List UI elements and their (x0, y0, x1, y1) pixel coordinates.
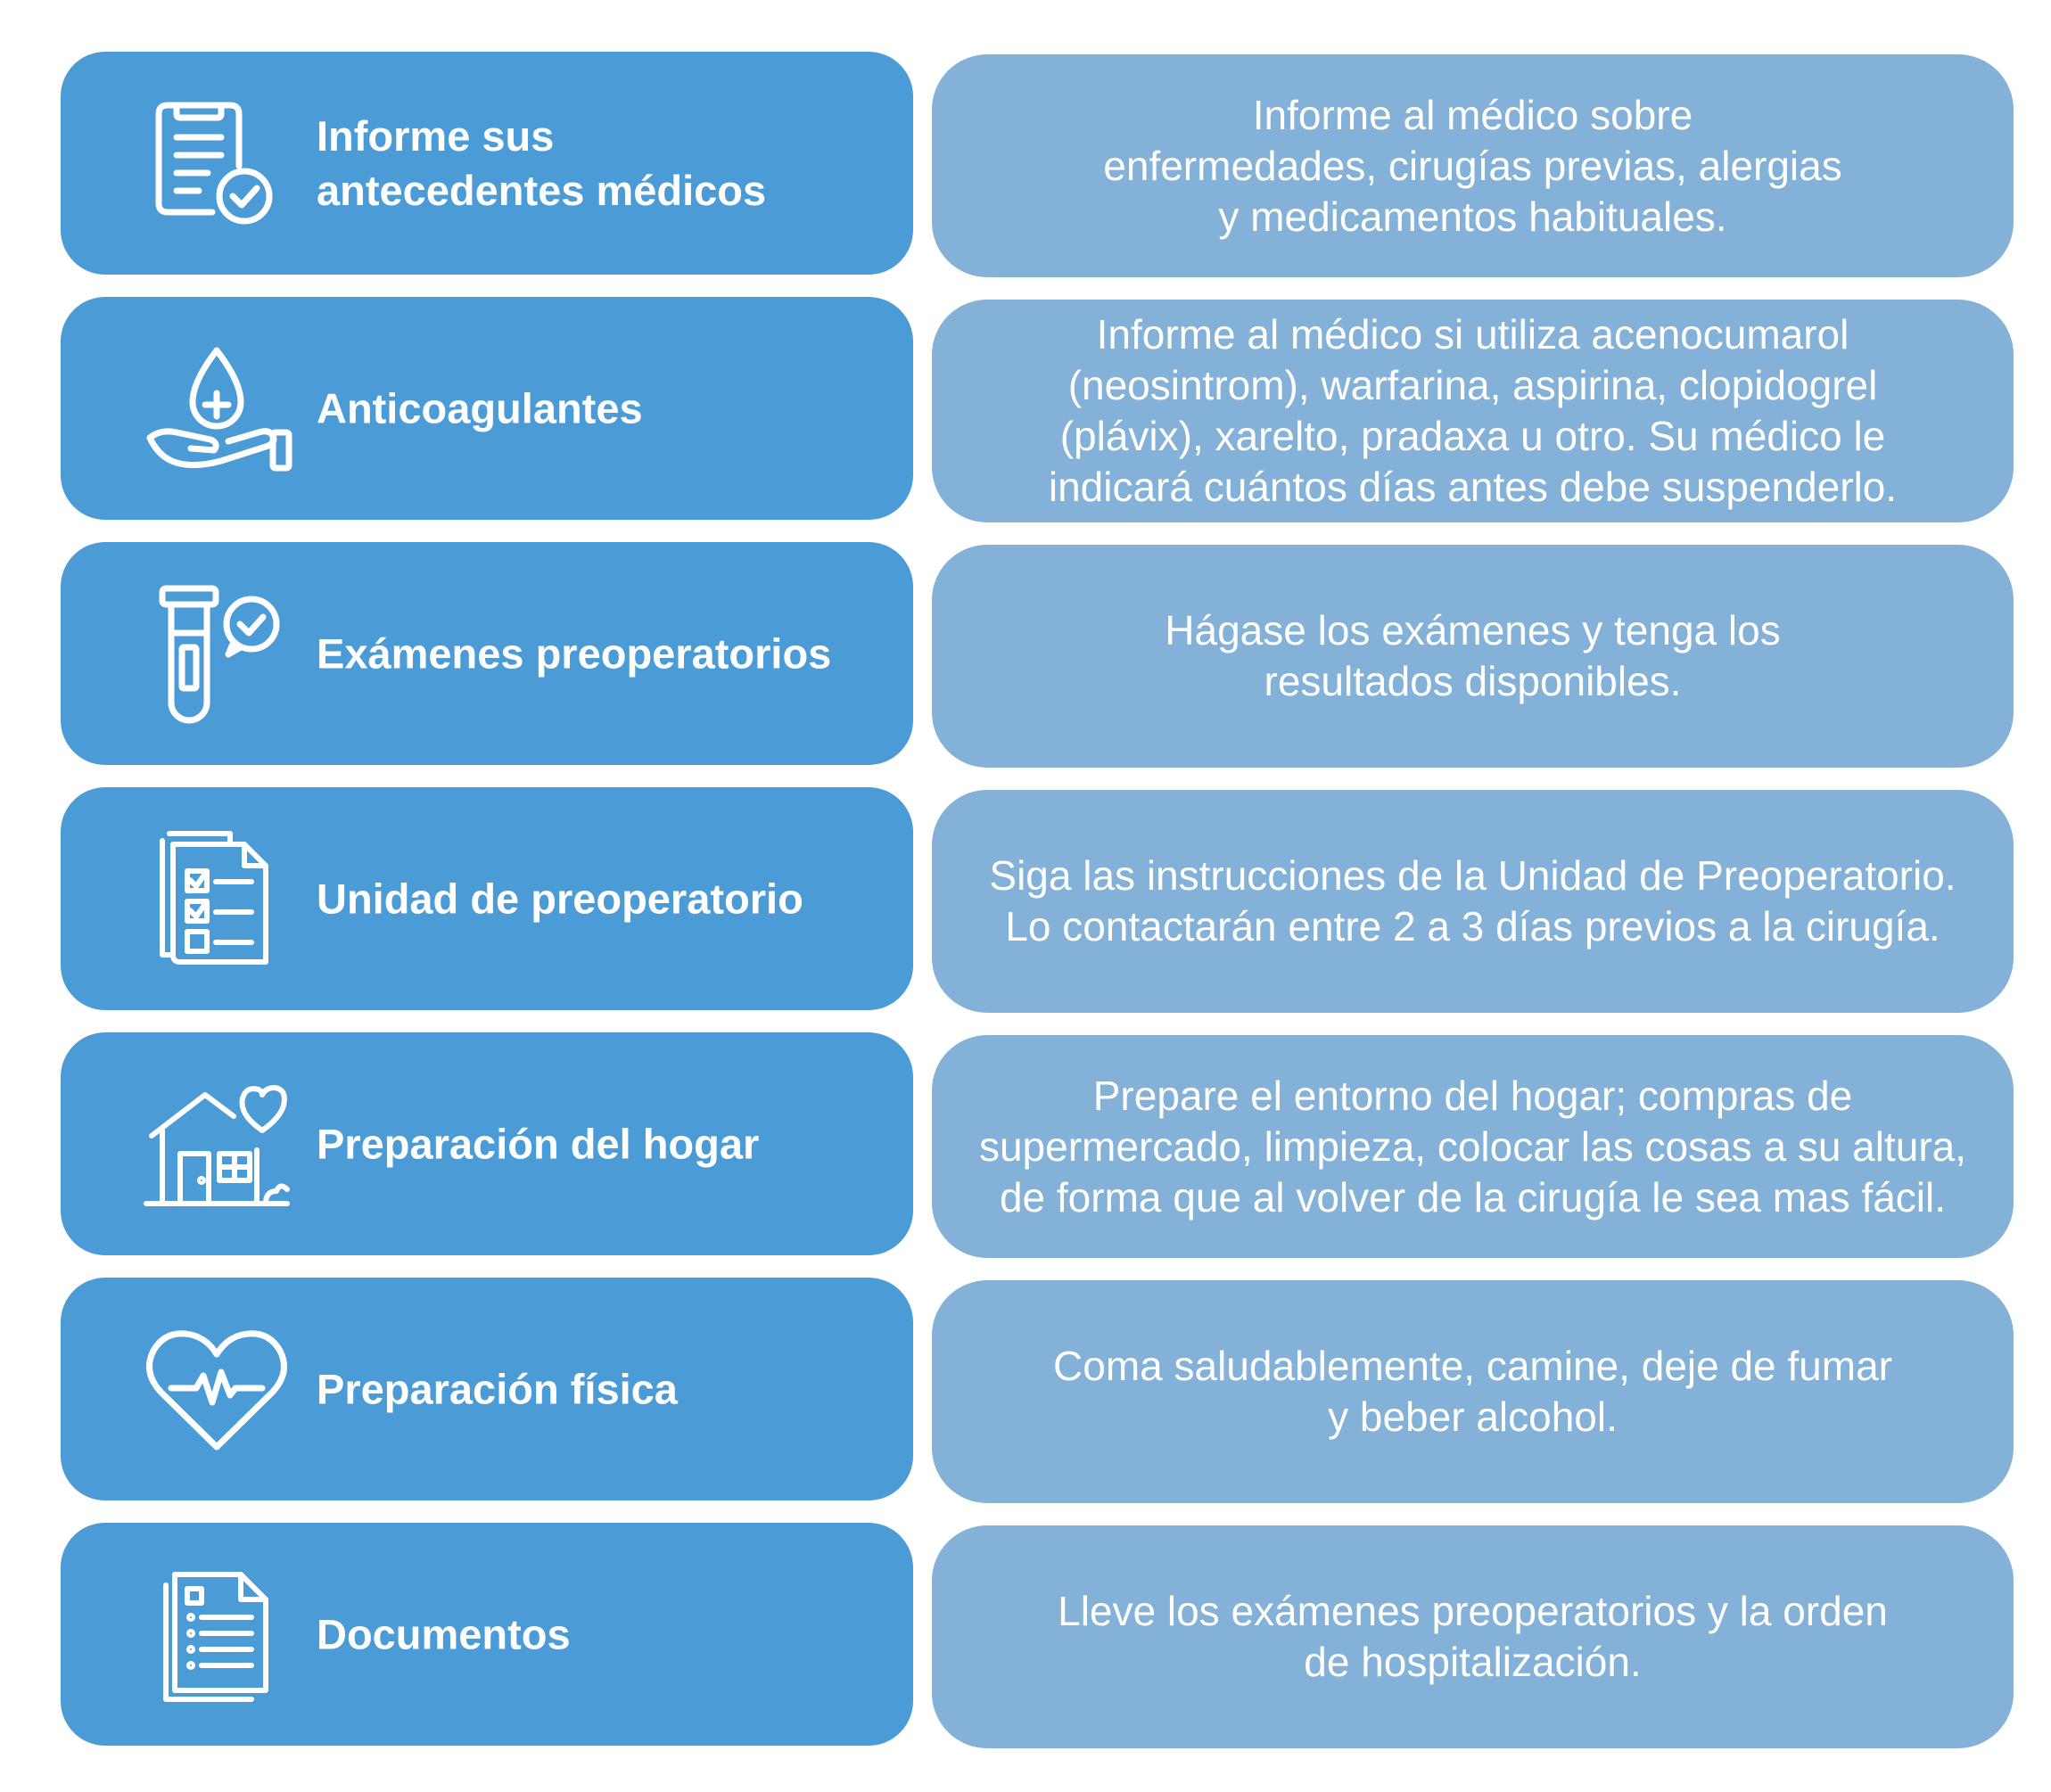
topic-card (61, 1523, 913, 1746)
row-hogar (61, 1032, 2014, 1255)
topic-title: Anticoagulantes (317, 384, 643, 432)
topic-description: Lleve los exámenes preoperatorios y la orden de hospitalización. (1058, 1588, 1888, 1685)
topic-title: Documentos (317, 1610, 571, 1658)
topic-description: Prepare el entorno del hogar; compras de supermercado, limpieza, colocar las cosas a su altura, de forma que al volver de la cirugía le sea mas fácil. (978, 1072, 1967, 1221)
topic-description: Informe al médico si utiliza acenocumarol (neosintrom), warfarina, aspirina, clopidogrel (plávix), xarelto, pradaxa u otro. Su médico le indicará cuántos días antes debe suspenderlo. (1048, 311, 1898, 510)
topic-description-card (932, 1280, 2014, 1503)
topic-title: Preparación del hogar (317, 1120, 760, 1168)
topic-description-card (932, 300, 2014, 522)
heart-pulse-icon (141, 1313, 292, 1465)
topic-card (61, 52, 913, 275)
row-unidad-preoperatorio (61, 787, 2014, 1010)
hand-blood-drop-icon (141, 333, 292, 484)
topic-title: Exámenes preoperatorios (317, 629, 832, 678)
topic-description: Siga las instrucciones de la Unidad de Preoperatorio. Lo contactarán entre 2 a 3 días previos a la cirugía. (989, 852, 1956, 949)
topic-description: Hágase los exámenes y tenga los resultados disponibles. (1165, 607, 1781, 704)
checklist-documents-icon (141, 823, 292, 974)
test-tube-check-icon (141, 578, 292, 729)
topic-description: Informe al médico sobre enfermedades, cirugías previas, alergias y medicamentos habituales. (1103, 91, 1842, 240)
topic-description: Coma saludablemente, camine, deje de fumar y beber alcohol. (1053, 1343, 1892, 1440)
row-preparacion-fisica (61, 1278, 2014, 1500)
topic-title: Informe sus antecedentes médicos (317, 112, 767, 214)
row-documentos (61, 1523, 2014, 1746)
topic-description-card (932, 790, 2014, 1013)
row-anticoagulantes (61, 297, 2014, 520)
clipboard-check-icon (141, 87, 292, 239)
topic-card (61, 787, 913, 1010)
topic-title: Unidad de preoperatorio (317, 875, 803, 923)
document-list-icon (141, 1558, 292, 1710)
topic-description-card (932, 1525, 2014, 1748)
topic-description-card (932, 545, 2014, 768)
topic-card (61, 1032, 913, 1255)
topic-description-card (932, 1035, 2014, 1258)
row-antecedentes (61, 52, 2014, 275)
topic-title: Preparación física (317, 1365, 678, 1413)
house-heart-icon (141, 1068, 292, 1220)
topic-description-card (932, 54, 2014, 277)
topic-card (61, 542, 913, 765)
row-examenes (61, 542, 2014, 765)
topic-card (61, 1278, 913, 1500)
topic-card (61, 297, 913, 520)
